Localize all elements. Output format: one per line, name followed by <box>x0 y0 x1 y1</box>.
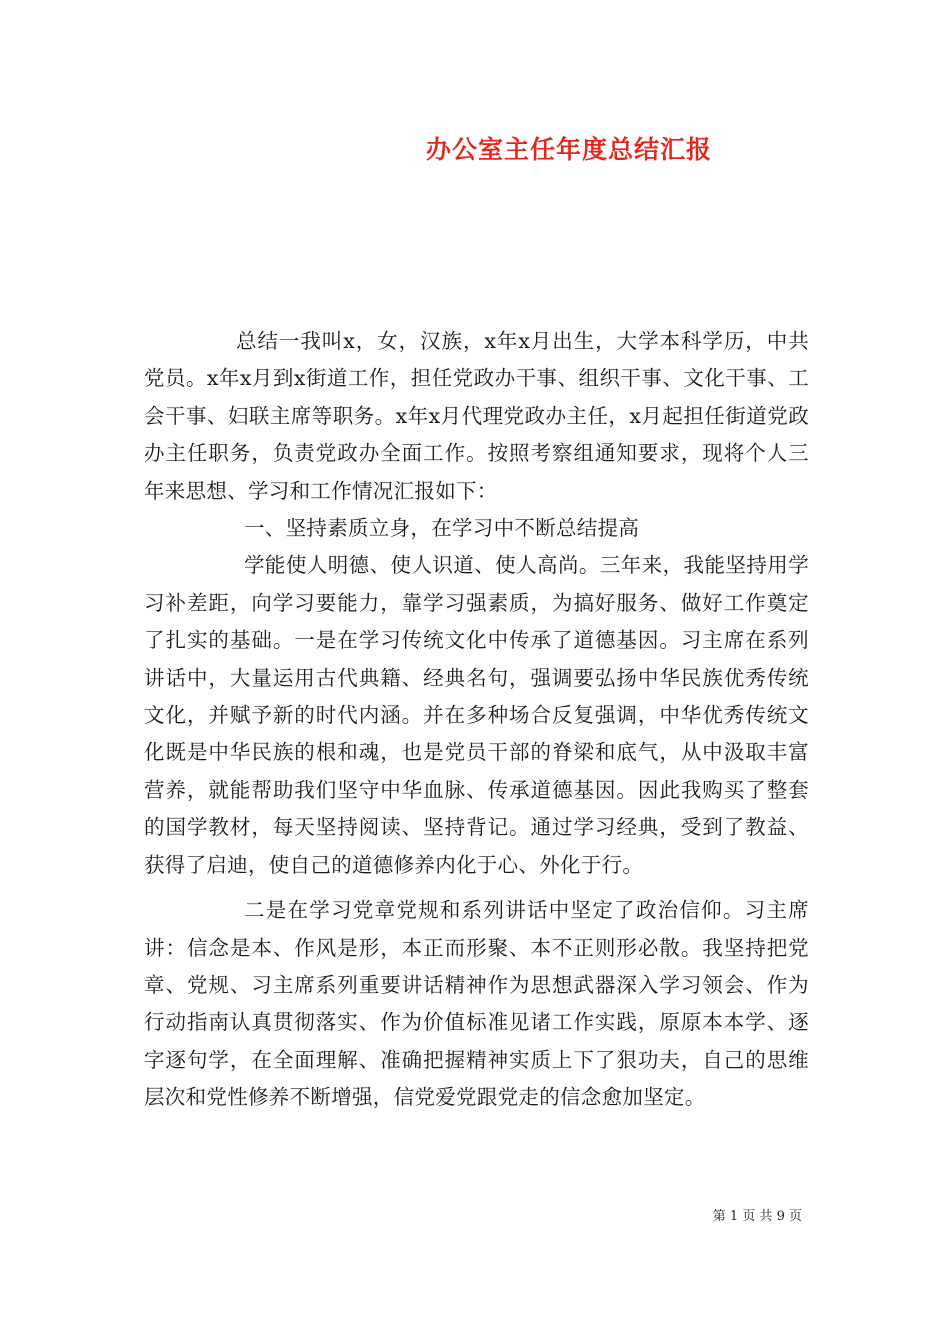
document-body <box>144 323 809 1117</box>
paragraph-intro: 总结一我叫x，女，汉族，x年x月出生，大学本科学历，中共党员。x年x月到x街道工作，担任党政办干事、组织干事、文化干事、工会干事、妇联主席等职务。x年x月代理党政办主任，x月起担任街道党政办主任职务，负责党政办全面工作。按照考察组通知要求，现将个人三年来思想、学习和工作情况汇报如下： <box>144 329 809 503</box>
document-title: 办公室主任年度总结汇报 <box>425 135 712 164</box>
paragraph-party-rules: 二是在学习党章党规和系列讲话中坚定了政治信仰。习主席讲：信念是本、作风是形，本正而形聚、本不正则形必散。我坚持把党章、党规、习主席系列重要讲话精神作为思想武器深入学习领会、作为行动指南认真贯彻落实、作为价值标准见诸工作实践，原原本本学、逐字逐句学，在全面理解、准确把握精神实质上下了狠功夫，自己的思维层次和党性修养不断增强，信党爱党跟党走的信念愈加坚定。 <box>144 898 809 1110</box>
section-heading-1: 一、坚持素质立身，在学习中不断总结提高 <box>244 516 640 541</box>
page-number: 第 1 页 共 9 页 <box>712 1209 802 1224</box>
paragraph-study: 学能使人明德、使人识道、使人高尚。三年来，我能坚持用学习补差距，向学习要能力，靠学习强素质，为搞好服务、做好工作奠定了扎实的基础。一是在学习传统文化中传承了道德基因。习主席在系列讲话中，大量运用古代典籍、经典名句，强调要弘扬中华民族优秀传统文化，并赋予新的时代内涵。并在多种场合反复强调，中华优秀传统文化既是中华民族的根和魂，也是党员干部的脊梁和底气，从中汲取丰富营养，就能帮助我们坚守中华血脉、传承道德基因。因此我购买了整套的国学教材，每天坚持阅读、坚持背记。通过学习经典，受到了教益、获得了启迪，使自己的道德修养内化于心、外化于行。 <box>144 553 809 877</box>
paragraph-gap <box>144 884 809 892</box>
